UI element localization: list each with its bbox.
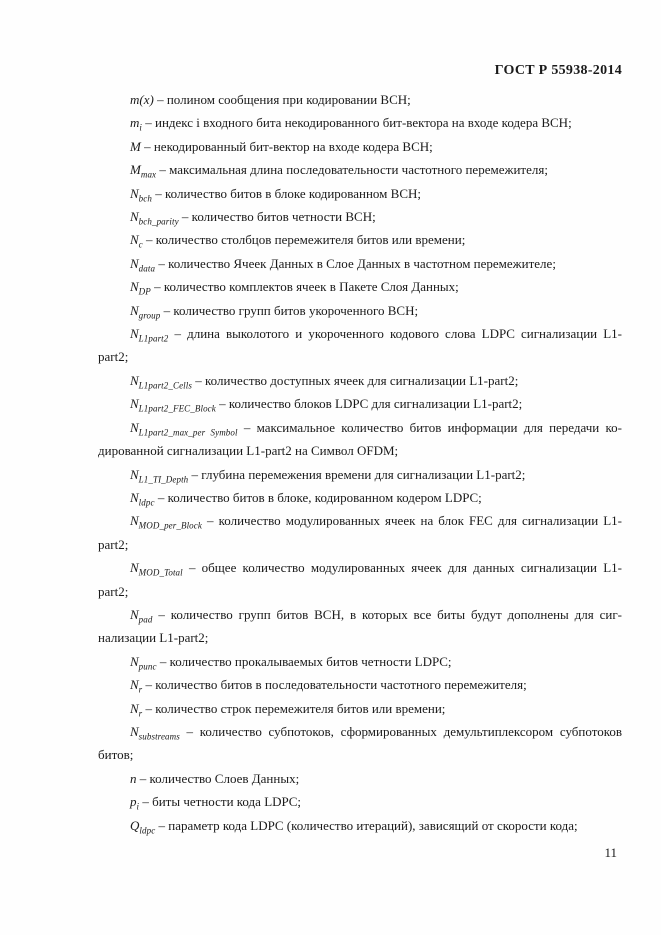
definition-text: – количество битов в последовательности частотного перемежителя; — [142, 677, 527, 693]
term-base: N — [130, 372, 139, 388]
term-base: N — [130, 209, 139, 225]
term-base: N — [130, 700, 139, 716]
term-sub: bch_parity — [138, 216, 179, 227]
term-sub: punc — [138, 661, 157, 672]
definition-item — [98, 228, 622, 251]
term-symbol — [130, 560, 183, 578]
term-base: N — [130, 653, 139, 669]
definition-item — [98, 767, 622, 790]
definition-item — [98, 486, 622, 509]
term-symbol — [130, 396, 216, 414]
definition-text: – количество групп битов BCH, в которых все биты будут дополнены для сигнализации L1-part2; — [98, 606, 622, 646]
term-base: Q — [130, 817, 140, 833]
term-symbol — [130, 326, 169, 344]
term-base: N — [130, 489, 139, 505]
term-symbol — [130, 653, 157, 672]
term-sub: i — [139, 123, 142, 133]
term-symbol — [130, 466, 189, 485]
term-base: M — [130, 138, 141, 154]
definition-text: – глубина перемежения времени для сигнализации L1-part2; — [188, 466, 526, 482]
definition-text: – длина выколотого и укороченного кодового слова LDPC сигнализации L1-part2; — [98, 326, 622, 365]
term-sub: ldpc — [139, 825, 156, 836]
definition-item — [98, 275, 622, 298]
definition-text: – количество битов четности BCH; — [178, 209, 376, 225]
definition-text: – количество прокалываемых битов четности LDPC; — [156, 653, 452, 669]
term-base: N — [130, 606, 139, 622]
term-symbol — [130, 677, 143, 695]
definition-item — [98, 814, 622, 837]
term-sub: r — [138, 684, 143, 695]
term-sub: ldpc — [138, 497, 155, 508]
term-symbol — [130, 279, 151, 297]
definition-item — [98, 158, 622, 181]
definition-item — [98, 720, 622, 767]
page-number: 11 — [604, 845, 617, 860]
term-base: N — [130, 232, 139, 248]
term-base: m(x) — [130, 92, 154, 107]
term-sub: pad — [138, 614, 153, 625]
term-base: N — [130, 255, 139, 271]
definition-item — [98, 697, 622, 720]
definition-text: – некодированный бит-вектор на входе кодера BCH; — [140, 138, 433, 154]
term-symbol — [130, 489, 155, 508]
term-sub: MOD_Total — [138, 567, 183, 578]
definition-item — [98, 392, 622, 415]
term-base: N — [130, 560, 139, 576]
term-base: N — [130, 302, 139, 318]
term-symbol — [130, 232, 143, 251]
definition-item — [98, 369, 622, 392]
term-sub: L1part2_Cells — [138, 380, 192, 391]
term-sub: data — [138, 263, 156, 274]
term-sub: L1part2_FEC_Block — [138, 403, 216, 414]
definition-list — [98, 88, 622, 837]
definition-text: – количество столбцов перемежителя битов или времени; — [142, 232, 466, 248]
term-sub: DP — [138, 286, 151, 297]
term-sub: max — [140, 169, 157, 180]
definition-item — [98, 556, 622, 603]
term-base: N — [130, 677, 139, 693]
term-sub: bch — [138, 193, 152, 204]
term-symbol — [130, 302, 161, 321]
term-symbol — [130, 419, 238, 438]
definition-item — [98, 790, 622, 813]
term-symbol — [130, 255, 156, 274]
definition-text: – полином сообщения при кодировании BCH; — [153, 92, 411, 107]
definition-text: – биты четности кода LDPC; — [139, 794, 302, 810]
definition-item — [98, 205, 622, 228]
definition-text: – максимальное количество битов информации для передачи кодированной сигнализации L1-part2 на Символ OFDM; — [98, 419, 622, 459]
definition-item — [98, 673, 622, 696]
definition-text: – количество комплектов ячеек в Пакете Слоя Данных; — [150, 279, 459, 295]
term-sub: L1part2_max_per Symbol — [138, 427, 238, 438]
term-symbol — [130, 817, 156, 836]
definition-item — [98, 111, 622, 134]
term-symbol — [130, 700, 143, 719]
term-symbol — [130, 794, 140, 812]
definition-text: – количество блоков LDPC для сигнализации L1-part2; — [215, 396, 523, 412]
term-sub: L1part2 — [138, 333, 169, 344]
term-base: M — [130, 162, 141, 178]
definition-item — [98, 252, 622, 275]
definition-item — [98, 463, 622, 486]
term-base: N — [130, 326, 139, 342]
term-base: m — [130, 115, 140, 131]
term-base: N — [130, 723, 139, 739]
term-base: N — [130, 185, 139, 201]
term-symbol — [130, 115, 142, 133]
term-base: N — [130, 419, 139, 435]
term-base: N — [130, 466, 139, 482]
term-symbol — [130, 513, 202, 531]
term-base: N — [130, 513, 139, 529]
term-symbol — [130, 209, 179, 227]
term-sub: MOD_per_Block — [138, 520, 202, 531]
definition-item — [98, 135, 622, 158]
term-base: N — [130, 279, 139, 295]
term-symbol — [130, 139, 141, 154]
term-base: p — [130, 794, 137, 810]
definition-text: – количество модулированных ячеек на блок FEC для сигнализации L1-part2; — [98, 513, 622, 552]
definition-item — [98, 509, 622, 556]
term-symbol — [130, 162, 157, 180]
term-sub: c — [138, 240, 143, 251]
definition-text: – количество битов в блоке кодированном BCH; — [151, 185, 422, 201]
definition-text: – индекс i входного бита некодированного бит-вектора на входе кодера BCH; — [142, 115, 572, 131]
definition-text: – количество субпотоков, сформированных демультиплексором субпотоков битов; — [98, 723, 622, 763]
definition-item — [98, 299, 622, 322]
definition-item — [98, 650, 622, 673]
term-sub: group — [138, 310, 161, 321]
definition-item — [98, 603, 622, 650]
term-base: n — [130, 770, 137, 786]
definition-text: – параметр кода LDPC (количество итераций), зависящий от скорости кода; — [155, 817, 578, 833]
term-sub: r — [138, 708, 143, 719]
definition-text: – максимальная длина последовательности частотного перемежителя; — [156, 162, 548, 178]
definition-text: – количество групп битов укороченного BCH; — [160, 302, 419, 318]
term-sub: substreams — [138, 731, 180, 742]
document-code-header: ГОСТ Р 55938-2014 — [494, 63, 622, 78]
definition-item — [98, 88, 622, 111]
definition-text: – общее количество модулированных ячеек для данных сигнализации L1-part2; — [98, 560, 622, 599]
term-symbol — [130, 185, 152, 204]
definition-item — [98, 322, 622, 369]
definition-text: – количество битов в блоке, кодированном кодером LDPC; — [154, 489, 482, 505]
definition-item — [98, 182, 622, 205]
term-symbol — [130, 723, 180, 742]
term-symbol — [130, 606, 153, 625]
definition-item — [98, 416, 622, 463]
definition-text: – количество Ячеек Данных в Слое Данных в частотном перемежителе; — [155, 255, 556, 271]
term-sub: i — [136, 801, 140, 812]
term-symbol — [130, 92, 154, 107]
term-sub: L1_TI_Depth — [138, 474, 189, 485]
term-base: N — [130, 396, 139, 412]
definition-text: – количество Слоев Данных; — [136, 770, 300, 786]
term-symbol — [130, 372, 192, 391]
definition-text: – количество строк перемежителя битов или времени; — [142, 700, 446, 716]
definition-text: – количество доступных ячеек для сигнализации L1-part2; — [191, 372, 519, 388]
